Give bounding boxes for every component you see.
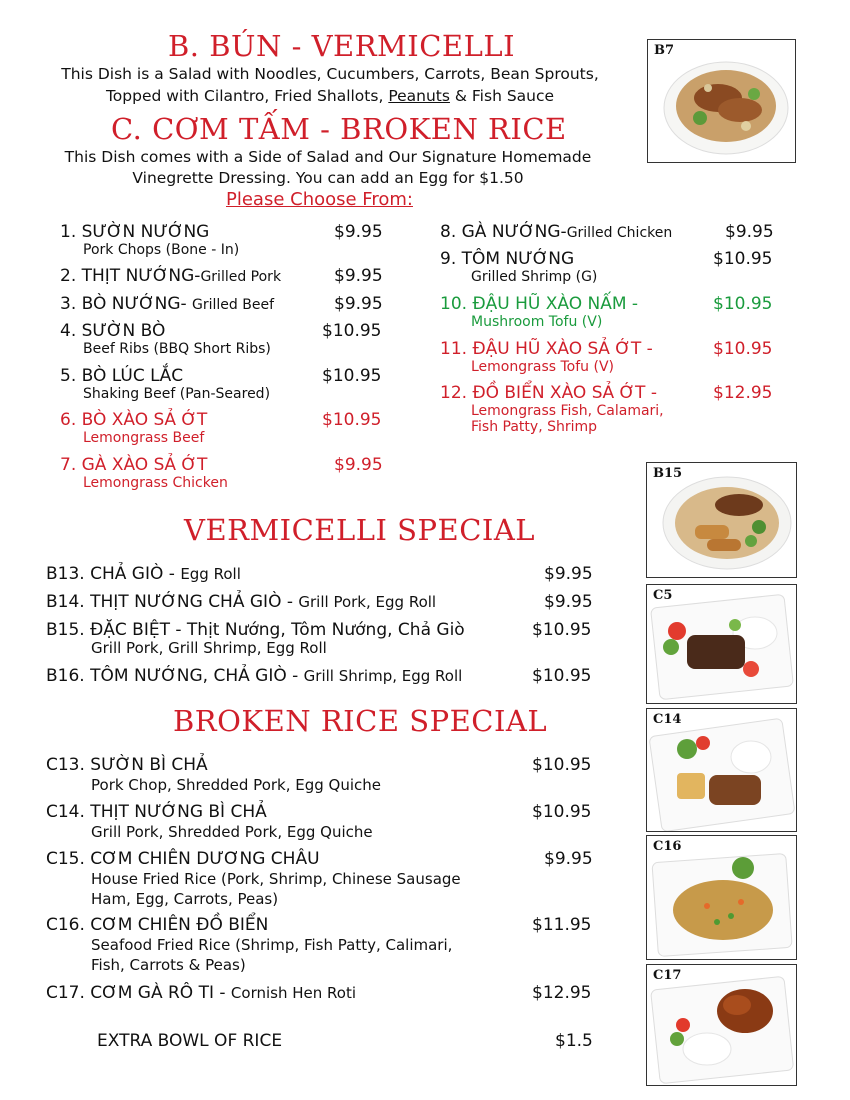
item-sub: Grilled Shrimp (G) — [471, 269, 598, 285]
photo-tag: B15 — [653, 466, 683, 481]
section-c-title: C. CƠM TẤM - BROKEN RICE — [111, 112, 567, 146]
special-sub: House Fried Rice (Pork, Shrimp, Chinese Sausage — [91, 870, 461, 888]
item-price-6: $10.95 — [322, 410, 382, 430]
special-desc: Egg Roll — [180, 565, 241, 583]
photo-tag: C16 — [653, 839, 682, 854]
photo-c14 — [646, 708, 797, 832]
special-c14 — [46, 802, 373, 842]
photo-c17 — [646, 964, 797, 1086]
menu-item-11 — [440, 339, 653, 375]
price-c17: $12.95 — [532, 983, 592, 1003]
special-b16 — [46, 666, 462, 686]
item-price-12: $12.95 — [713, 383, 773, 403]
hen-plate-image — [647, 965, 796, 1085]
special-b14 — [46, 592, 436, 612]
section-b-desc-post: & Fish Sauce — [449, 87, 555, 105]
price-b13: $9.95 — [544, 564, 593, 584]
section-b-desc-line2 — [0, 86, 660, 106]
price-b14: $9.95 — [544, 592, 593, 612]
price-b16: $10.95 — [532, 666, 592, 686]
special-code: B13. CHẢ GIÒ - — [46, 564, 181, 584]
menu-item-3 — [60, 294, 274, 314]
item-price-2: $9.95 — [334, 266, 383, 286]
menu-item-5 — [60, 366, 270, 402]
special-sub-2: Ham, Egg, Carrots, Peas) — [91, 890, 279, 908]
menu-item-8 — [440, 222, 672, 242]
photo-tag: C14 — [653, 712, 682, 727]
peanuts-underlined: Peanuts — [388, 87, 450, 105]
menu-item-6 — [60, 410, 207, 446]
photo-b7 — [647, 39, 796, 163]
special-desc: Grill Pork, Egg Roll — [298, 593, 437, 611]
menu-item-4 — [60, 321, 271, 357]
special-code: B15. ĐẶC BIỆT - Thịt Nướng, Tôm Nướng, Chả Giò — [46, 620, 465, 640]
special-code: B14. THỊT NƯỚNG CHẢ GIÒ - — [46, 592, 299, 612]
noodle-bowl-image — [648, 40, 795, 162]
item-price-4: $10.95 — [322, 321, 382, 341]
fried-rice-plate-image — [647, 836, 796, 959]
special-sub: Grill Pork, Shredded Pork, Egg Quiche — [91, 823, 373, 841]
special-desc: Cornish Hen Roti — [230, 984, 356, 1002]
item-name: 9. TÔM NƯỚNG — [440, 249, 575, 269]
item-name: 1. SƯỜN NƯỚNG — [60, 222, 210, 242]
item-name: 5. BÒ LÚC LẮC — [60, 366, 184, 386]
special-b13 — [46, 564, 241, 584]
item-sub: Beef Ribs (BBQ Short Ribs) — [83, 341, 271, 357]
item-name: 11. ĐẬU HŨ XÀO SẢ ỚT - — [440, 339, 653, 359]
special-sub-2: Fish, Carrots & Peas) — [91, 956, 246, 974]
item-price-9: $10.95 — [713, 249, 773, 269]
special-sub: Seafood Fried Rice (Shrimp, Fish Patty, Calimari, — [91, 936, 453, 954]
item-inline-desc: Grilled Beef — [192, 297, 275, 313]
menu-item-12 — [440, 383, 664, 435]
special-sub: Pork Chop, Shredded Pork, Egg Quiche — [91, 776, 382, 794]
item-price-7: $9.95 — [334, 455, 383, 475]
item-name: 7. GÀ XÀO SẢ ỚT — [60, 455, 208, 475]
item-sub: Lemongrass Fish, Calamari, — [471, 403, 664, 419]
extra-rice-label: EXTRA BOWL OF RICE — [97, 1031, 283, 1051]
menu-item-7 — [60, 455, 228, 491]
photo-b15 — [646, 462, 797, 578]
price-c13: $10.95 — [532, 755, 592, 775]
item-sub: Pork Chops (Bone - In) — [83, 242, 240, 258]
special-sub: Grill Pork, Grill Shrimp, Egg Roll — [91, 639, 327, 657]
item-price-10: $10.95 — [713, 294, 773, 314]
special-code: C17. CƠM GÀ RÔ TI - — [46, 983, 231, 1003]
section-c-desc-line1: This Dish comes with a Side of Salad and Our Signature Homemade — [64, 148, 592, 166]
photo-c16 — [646, 835, 797, 960]
special-c13 — [46, 755, 381, 795]
broken-rice-special-title: BROKEN RICE SPECIAL — [173, 704, 548, 738]
section-c-desc-line2: Vinegrette Dressing. You can add an Egg for $1.50 — [132, 169, 524, 187]
special-c16 — [46, 915, 452, 975]
item-sub-2: Fish Patty, Shrimp — [471, 419, 598, 435]
item-price-11: $10.95 — [713, 339, 773, 359]
item-sub: Lemongrass Chicken — [83, 475, 228, 491]
item-name: 4. SƯỜN BÒ — [60, 321, 166, 341]
photo-c5 — [646, 584, 797, 704]
photo-tag: B7 — [654, 43, 675, 58]
item-name: 8. GÀ NƯỚNG- — [440, 222, 567, 242]
special-code: C15. CƠM CHIÊN DƯƠNG CHÂU — [46, 849, 320, 869]
menu-item-2 — [60, 266, 281, 286]
special-code: C13. SƯỜN BÌ CHẢ — [46, 755, 208, 775]
price-b15: $10.95 — [532, 620, 592, 640]
photo-tag: C17 — [653, 968, 682, 983]
item-sub: Shaking Beef (Pan-Seared) — [83, 386, 271, 402]
item-sub: Lemongrass Tofu (V) — [471, 359, 614, 375]
price-c14: $10.95 — [532, 802, 592, 822]
menu-item-1 — [60, 222, 239, 258]
special-b15 — [46, 620, 465, 658]
item-name: 2. THỊT NƯỚNG- — [60, 266, 201, 286]
extra-rice-price: $1.5 — [555, 1031, 593, 1051]
item-price-5: $10.95 — [322, 366, 382, 386]
please-choose-heading: Please Choose From: — [226, 189, 413, 210]
section-b-desc-pre: Topped with Cilantro, Fried Shallots, — [105, 87, 389, 105]
price-c16: $11.95 — [532, 915, 592, 935]
special-c15 — [46, 849, 461, 909]
menu-item-10 — [440, 294, 638, 330]
item-price-1: $9.95 — [334, 222, 383, 242]
special-code: B16. TÔM NƯỚNG, CHẢ GIÒ - — [46, 666, 304, 686]
item-price-3: $9.95 — [334, 294, 383, 314]
item-name: 10. ĐẬU HŨ XÀO NẤM - — [440, 294, 639, 314]
item-inline-desc: Grilled Pork — [200, 269, 282, 285]
special-code: C14. THỊT NƯỚNG BÌ CHẢ — [46, 802, 267, 822]
photo-tag: C5 — [653, 588, 673, 603]
section-b-desc-line1: This Dish is a Salad with Noodles, Cucumbers, Carrots, Bean Sprouts, — [61, 65, 599, 83]
special-desc: Grill Shrimp, Egg Roll — [303, 667, 463, 685]
item-sub: Lemongrass Beef — [83, 430, 205, 446]
item-name: 6. BÒ XÀO SẢ ỚT — [60, 410, 208, 430]
menu-item-9 — [440, 249, 597, 285]
item-sub: Mushroom Tofu (V) — [471, 314, 603, 330]
special-c17 — [46, 983, 356, 1003]
item-price-8: $9.95 — [725, 222, 774, 242]
section-b-title: B. BÚN - VERMICELLI — [168, 29, 516, 63]
item-name: 3. BÒ NƯỚNG- — [60, 294, 193, 314]
special-code: C16. CƠM CHIÊN ĐỒ BIỂN — [46, 915, 269, 935]
price-c15: $9.95 — [544, 849, 593, 869]
rice-plate-image — [647, 709, 796, 831]
item-name: 12. ĐỒ BIỂN XÀO SẢ ỚT - — [440, 383, 657, 403]
vermicelli-special-title: VERMICELLI SPECIAL — [184, 513, 536, 547]
item-inline-desc: Grilled Chicken — [566, 225, 673, 241]
